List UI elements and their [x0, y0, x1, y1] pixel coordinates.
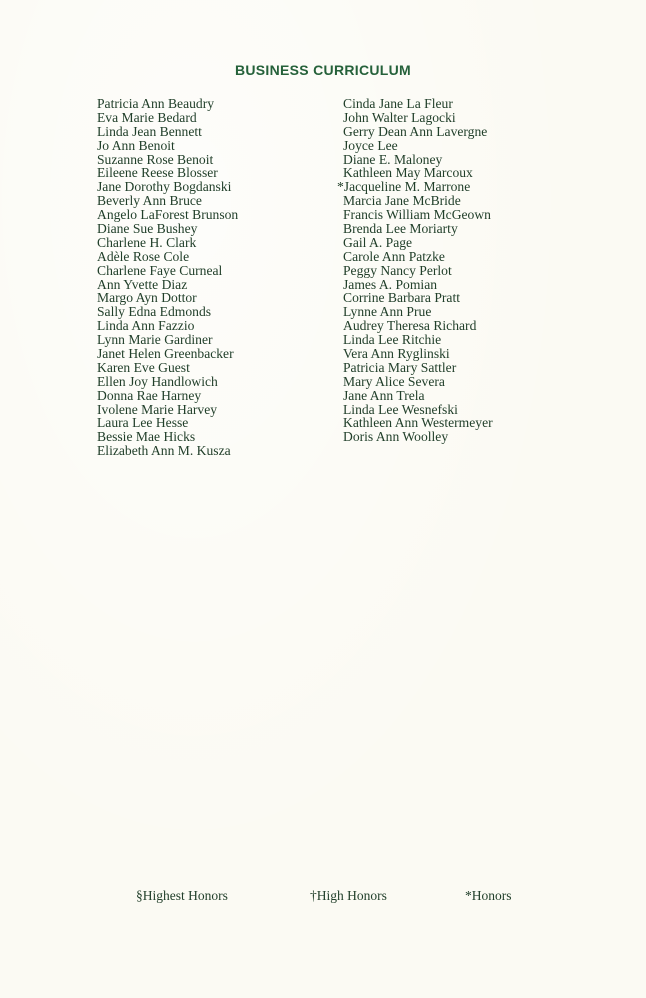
graduate-name: Mary Alice Severa: [343, 373, 445, 389]
left-name-column: [97, 97, 332, 458]
graduate-name: Jane Dorothy Bogdanski: [97, 179, 232, 195]
graduate-name: Adèle Rose Cole: [97, 248, 190, 264]
graduate-name: Charlene H. Clark: [97, 234, 197, 250]
graduate-name: Bessie Mae Hicks: [97, 429, 196, 445]
graduate-name: Charlene Faye Curneal: [97, 262, 223, 278]
graduate-name: Diane E. Maloney: [343, 151, 443, 167]
section-heading: BUSINESS CURRICULUM: [234, 62, 412, 78]
graduate-name: Jo Ann Benoit: [97, 137, 175, 153]
graduate-name: Janet Helen Greenbacker: [97, 346, 234, 362]
graduate-name: Audrey Theresa Richard: [343, 318, 477, 334]
graduate-name: Joyce Lee: [343, 137, 398, 153]
graduate-name: Brenda Lee Moriarty: [343, 221, 458, 237]
graduate-name: Diane Sue Bushey: [97, 221, 198, 237]
graduate-name: Lynn Marie Gardiner: [97, 332, 213, 348]
graduate-name: Ivolene Marie Harvey: [97, 401, 218, 417]
graduate-name: Eileene Reese Blosser: [97, 165, 218, 181]
graduate-name: Sally Edna Edmonds: [97, 304, 212, 320]
graduate-name: Margo Ayn Dottor: [97, 290, 197, 306]
graduate-name: Elizabeth Ann M. Kusza: [97, 443, 231, 459]
graduate-name: Gail A. Page: [343, 234, 413, 250]
graduate-name: Cinda Jane La Fleur: [343, 96, 453, 111]
graduate-name: Linda Lee Wesnefski: [343, 401, 458, 417]
graduate-name: Eva Marie Bedard: [97, 109, 197, 125]
graduate-name: Vera Ann Ryglinski: [343, 346, 450, 362]
graduate-name: Beverly Ann Bruce: [97, 193, 202, 209]
graduate-name: Lynne Ann Prue: [343, 304, 432, 320]
graduate-name: Ellen Joy Handlowich: [97, 373, 218, 389]
graduate-name: Angelo LaForest Brunson: [97, 207, 239, 223]
graduate-name: Francis William McGeown: [343, 207, 491, 223]
graduate-name: Kathleen Ann Westermeyer: [343, 415, 493, 431]
graduate-name: Kathleen May Marcoux: [343, 165, 473, 181]
graduate-name: Linda Jean Bennett: [97, 123, 202, 139]
graduate-name: Doris Ann Woolley: [343, 429, 449, 445]
graduate-name: Carole Ann Patzke: [343, 248, 445, 264]
graduate-name: James A. Pomian: [343, 276, 438, 292]
graduate-name: Ann Yvette Diaz: [97, 276, 188, 292]
graduate-name: Marcia Jane McBride: [343, 193, 461, 209]
graduate-name: Jane Ann Trela: [343, 387, 425, 403]
graduate-name: Gerry Dean Ann Lavergne: [343, 123, 488, 139]
graduate-name-honors: *Jacqueline M. Marrone: [337, 179, 471, 195]
graduate-name: Linda Lee Ritchie: [343, 332, 442, 348]
graduate-name: Patricia Ann Beaudry: [97, 96, 215, 111]
graduate-name: Karen Eve Guest: [97, 359, 190, 375]
graduate-name: Laura Lee Hesse: [97, 415, 189, 431]
legend-honors: *Honors: [465, 888, 512, 903]
graduate-name: Patricia Mary Sattler: [343, 359, 457, 375]
graduate-name: Suzanne Rose Benoit: [97, 151, 214, 167]
graduate-name: Corrine Barbara Pratt: [343, 290, 461, 306]
legend-highest-honors: §Highest Honors: [136, 888, 228, 903]
graduate-name: John Walter Lagocki: [343, 109, 456, 125]
right-name-column: [337, 96, 563, 445]
legend-high-honors: †High Honors: [310, 888, 387, 903]
graduate-name: Linda Ann Fazzio: [97, 318, 195, 334]
graduate-name: Donna Rae Harney: [97, 387, 202, 403]
graduate-name: Peggy Nancy Perlot: [343, 262, 452, 278]
